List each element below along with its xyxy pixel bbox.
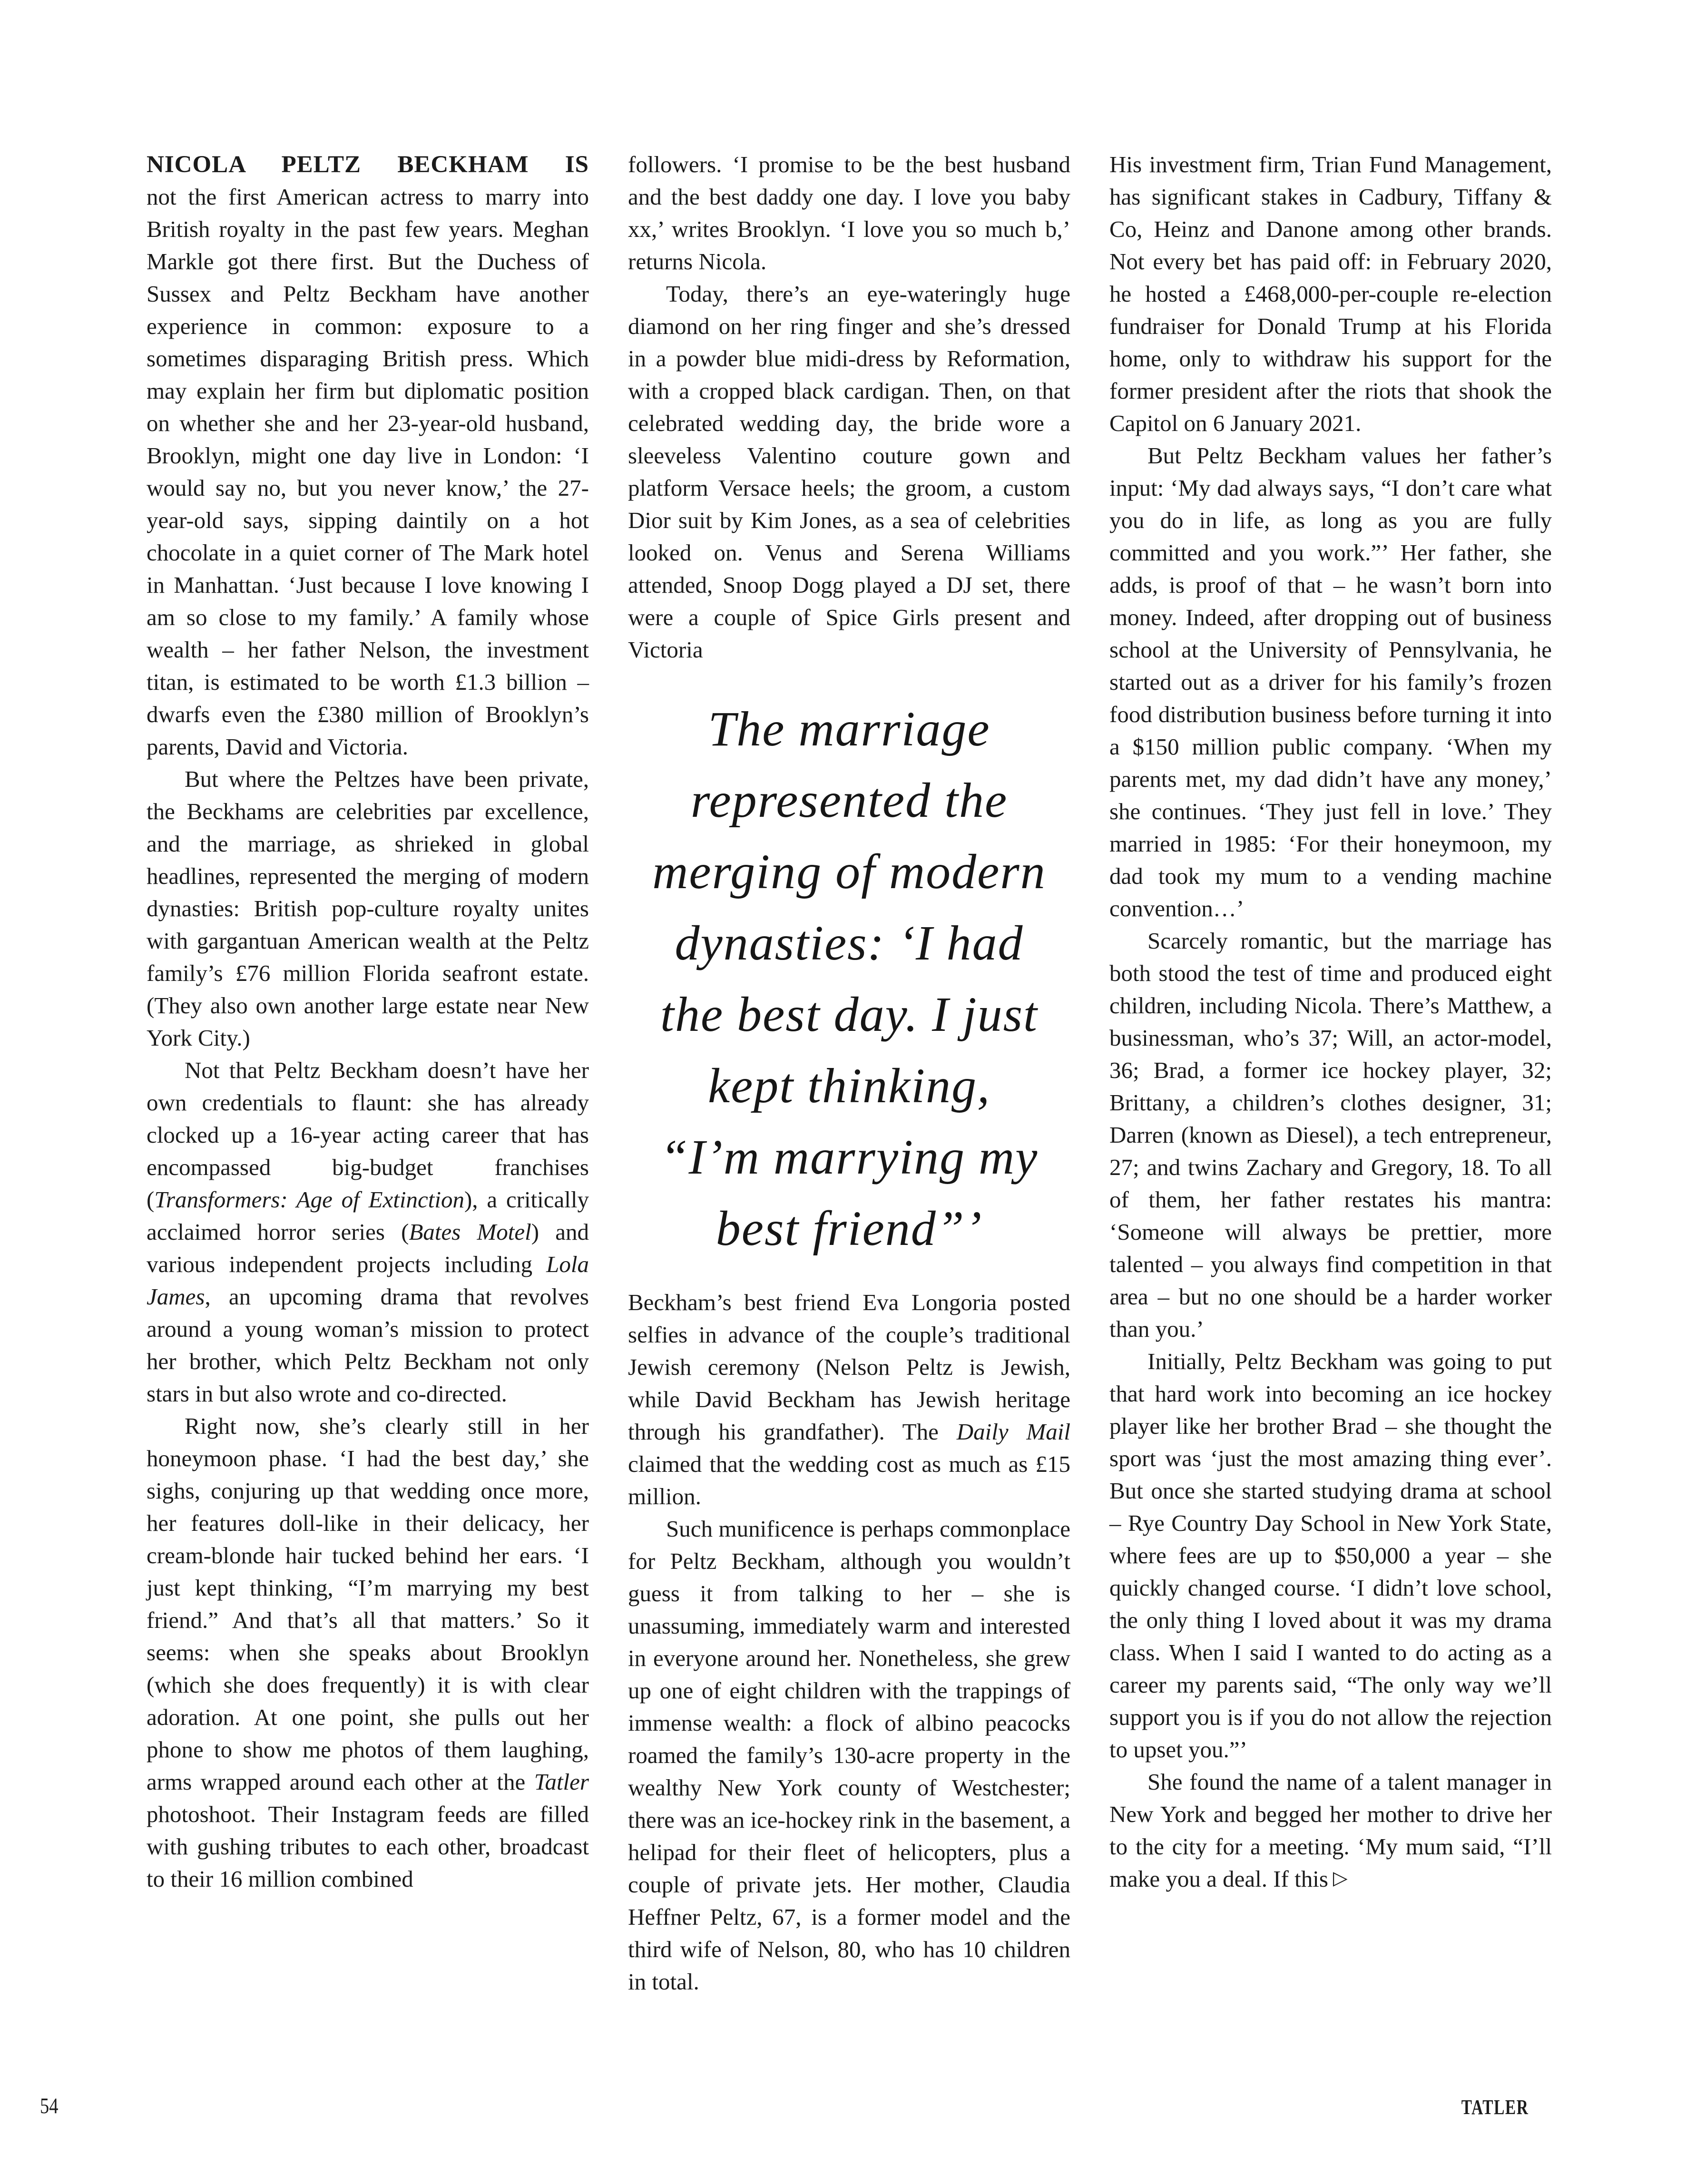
article-paragraph bbox=[147, 148, 589, 763]
pull-quote-line: kept thinking, bbox=[707, 1058, 991, 1113]
pull-quote-line: best friend”’ bbox=[716, 1201, 983, 1256]
article-paragraph bbox=[1109, 440, 1552, 925]
body-text: But Peltz Beckham values her father’s input: ‘My dad always says, “I don’t care what you do in life, as long as you are fully committed and you work.”’ Her father, she adds, is proof of that – he wasn’t born into money. Indeed, after dropping out of business school at the University of Pennsylvania, he started out as a driver for his family’s frozen food distribution business before turning it into a $150 million public company. ‘When my parents met, my dad didn’t have any money,’ she continues. ‘They just fell in love.’ They married in 1985: ‘For their honeymoon, my dad took my mum to a vending machine convention…’ bbox=[1109, 442, 1552, 921]
pull-quote bbox=[628, 694, 1070, 1264]
page-number: 54 bbox=[40, 2094, 59, 2118]
magazine-title: TATLER bbox=[1461, 2096, 1529, 2119]
body-text: Initially, Peltz Beckham was going to put that hard work into becoming an ice hockey player like her brother Brad – she thought the sport was ‘just the most amazing thing ever’. But once she started studying drama at school – Rye Country Day School in New York State, where fees are up to $50,000 a year – she quickly changed course. ‘I didn’t love school, the only thing I loved about it was my drama class. When I said I wanted to do acting as a career my parents said, “The only way we’ll support you is if you do not allow the rejection to upset you.”’ bbox=[1109, 1348, 1552, 1763]
body-text: followers. ‘I promise to be the best husband and the best daddy one day. I love you baby xx,’ writes Brooklyn. ‘I love you so much b,’ returns Nicola. bbox=[628, 151, 1070, 274]
body-text: She found the name of a talent manager in New York and begged her mother to drive her to the city for a meeting. ‘My mum said, “I’ll make you a deal. If this bbox=[1109, 1769, 1552, 1892]
article-body bbox=[147, 148, 1552, 1998]
article-paragraph bbox=[1109, 1345, 1552, 1766]
body-text: , an upcoming drama that revolves around a young woman’s mission to protect her brother, which Peltz Beckham not only stars in but also wrote and co-directed. bbox=[147, 1283, 589, 1407]
body-text: ), a critically acclaimed horror series ( bbox=[147, 1186, 589, 1245]
article-paragraph bbox=[147, 1410, 589, 1895]
paragraph-lead-caps: NICOLA PELTZ BECKHAM IS bbox=[147, 151, 589, 178]
italic-title: Transformers: Age of Extinction bbox=[154, 1186, 464, 1213]
italic-title: Lola James bbox=[147, 1251, 589, 1310]
body-text: Not that Peltz Beckham doesn’t have her own credentials to flaunt: she has already clocked up a 16-year acting career that has encompassed big-budget franchises ( bbox=[147, 1057, 589, 1213]
pull-quote-line: “I’m marrying my bbox=[660, 1130, 1039, 1185]
body-text: Today, there’s an eye-wateringly huge diamond on her ring finger and she’s dressed in a powder blue midi-dress by Reformation, with a cropped black cardigan. Then, on that celebrated wedding day, the bride wore a sleeveless Valentino couture gown and platform Versace heels; the groom, a custom Dior suit by Kim Jones, as a sea of celebrities looked on. Venus and Serena Williams attended, Snoop Dogg played a DJ set, there were a couple of Spice Girls present and Victoria bbox=[628, 281, 1070, 663]
article-paragraph bbox=[1109, 1766, 1552, 1897]
continuation-arrow-icon: ▷ bbox=[1328, 1867, 1348, 1889]
text-column-2 bbox=[628, 148, 1070, 1998]
text-column-3 bbox=[1109, 148, 1552, 1998]
body-text: Such munificence is perhaps commonplace for Peltz Beckham, although you wouldn’t guess it from talking to her – she is unassuming, immediately warm and interested in everyone around her. Nonetheless, she grew up one of eight children with the trappings of immense wealth: a flock of albino peacocks roamed the family’s 130-acre property in the wealthy New York county of Westchester; there was an ice-hockey rink in the basement, a helipad for their fleet of helicopters, plus a couple of private jets. Her mother, Claudia Heffner Peltz, 67, is a former model and the third wife of Nelson, 80, who has 10 children in total. bbox=[628, 1516, 1070, 1995]
article-paragraph bbox=[628, 1286, 1070, 1513]
body-text: Scarcely romantic, but the marriage has both stood the test of time and produced eight children, including Nicola. There’s Matthew, a businessman, who’s 37; Will, an actor-model, 36; Brad, a former ice hockey player, 32; Brittany, a children’s clothes designer, 31; Darren (known as Diesel), a tech entrepreneur, 27; and twins Zachary and Gregory, 18. To all of them, her father restates his mantra: ‘Someone will always be prettier, more talented – you always find competition in that area – but no one should be a harder worker than you.’ bbox=[1109, 928, 1552, 1342]
body-text: Right now, she’s clearly still in her honeymoon phase. ‘I had the best day,’ she sighs, conjuring up that wedding once more, her features doll-like in their delicacy, her cream-blonde hair tucked behind her ears. ‘I just kept thinking, “I’m marrying my best friend.” And that’s all that matters.’ So it seems: when she speaks about Brooklyn (which she does frequently) it is with clear adoration. At one point, she pulls out her phone to show me photos of them laughing, arms wrapped around each other at the bbox=[147, 1413, 589, 1795]
body-text: His investment firm, Trian Fund Management, has significant stakes in Cadbury, Tiffany & Co, Heinz and Danone among other brands. Not every bet has paid off: in February 2020, he hosted a £468,000-per-couple re-election fundraiser for Donald Trump at his Florida home, only to withdraw his support for the former president after the riots that shook the Capitol on 6 January 2021. bbox=[1109, 151, 1552, 436]
body-text: Beckham’s best friend Eva Longoria posted selfies in advance of the couple’s traditional Jewish ceremony (Nelson Peltz is Jewish, while David Beckham has Jewish heritage through his grandfather). The bbox=[628, 1289, 1070, 1445]
italic-title: Bates Motel bbox=[409, 1219, 531, 1245]
pull-quote-line: The marriage bbox=[708, 702, 990, 756]
pull-quote-line: dynasties: ‘I had bbox=[675, 916, 1024, 970]
italic-title: Tatler bbox=[534, 1769, 589, 1795]
article-paragraph bbox=[628, 148, 1070, 278]
pull-quote-line: merging of modern bbox=[652, 844, 1046, 899]
pull-quote-line: represented the bbox=[690, 773, 1008, 828]
pull-quote-line: the best day. I just bbox=[660, 987, 1038, 1042]
article-paragraph bbox=[147, 1054, 589, 1410]
text-column-1 bbox=[147, 148, 589, 1998]
article-paragraph bbox=[1109, 925, 1552, 1345]
article-paragraph bbox=[1109, 148, 1552, 440]
body-text: claimed that the wedding cost as much as £15 million. bbox=[628, 1451, 1070, 1509]
body-text: photoshoot. Their Instagram feeds are filled with gushing tributes to each other, broadcast to their 16 million combined bbox=[147, 1801, 589, 1892]
body-text: But where the Peltzes have been private, the Beckhams are celebrities par excellence, and the marriage, as shrieked in global headlines, represented the merging of modern dynasties: British pop-culture royalty unites with gargantuan American wealth at the Peltz family’s £76 million Florida seafront estate. (They also own another large estate near New York City.) bbox=[147, 766, 589, 1051]
article-paragraph bbox=[628, 278, 1070, 666]
body-text: not the first American actress to marry into British royalty in the past few years. Meghan Markle got there first. But the Duchess of Sussex and Peltz Beckham have another experience in common: exposure to a sometimes disparaging British press. Which may explain her firm but diplomatic position on whether she and her 23-year-old husband, Brooklyn, might one day live in London: ‘I would say no, but you never know,’ the 27-year-old says, sipping daintily on a hot chocolate in a quiet corner of The Mark hotel in Manhattan. ‘Just because I love knowing I am so close to my family.’ A family whose wealth – her father Nelson, the investment titan, is estimated to be worth £1.3 billion – dwarfs even the £380 million of Brooklyn’s parents, David and Victoria. bbox=[147, 184, 589, 760]
italic-title: Daily Mail bbox=[956, 1419, 1070, 1445]
body-text: ) and various independent projects including bbox=[147, 1219, 589, 1277]
article-paragraph bbox=[628, 1513, 1070, 1998]
article-paragraph bbox=[147, 763, 589, 1054]
